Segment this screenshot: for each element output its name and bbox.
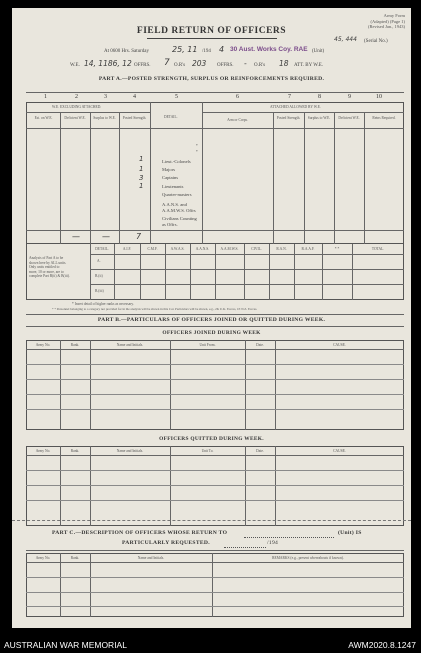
part-b-heading: PART B.—PARTICULARS OF OFFICERS JOINED OR QUITTED DURING WEEK. [97, 317, 326, 323]
hw-total: 7 [136, 232, 142, 241]
section-rule [26, 550, 404, 551]
analysis-divider [352, 244, 353, 300]
analysis-col: A.A.M.W.S. [220, 247, 239, 251]
joined-row-rule [26, 394, 404, 395]
analysis-rule [90, 254, 404, 255]
quitted-divider [90, 446, 91, 526]
col-number: 8 [318, 94, 321, 100]
ors-handwritten: 203 [192, 59, 207, 68]
analysis-divider [269, 244, 270, 300]
col-number: 5 [175, 94, 178, 100]
sub-header: Posted Strength. [276, 116, 301, 120]
analysis-col: TOTAL. [371, 247, 385, 251]
part-c-col: REMARKS (e.g., present whereabouts if known). [272, 556, 344, 560]
analysis-col: A.A.N.S. [195, 247, 210, 251]
form-title: FIELD RETURN OF OFFICERS [136, 26, 287, 36]
joined-header-rule [26, 349, 404, 350]
table-top-rule [26, 92, 404, 93]
col-divider [202, 102, 203, 244]
joined-col: Unit From. [199, 343, 216, 347]
analysis-col: A.I.F. [122, 247, 132, 251]
ors-label: O.R's [174, 63, 186, 68]
footer-credit: AUSTRALIAN WAR MEMORIAL [4, 640, 127, 650]
analysis-col: C.M.F. [147, 247, 158, 251]
quitted-divider [275, 446, 276, 526]
asterisk-mark: * [196, 150, 198, 154]
part-a-table [26, 102, 404, 244]
form-sheet [12, 8, 411, 628]
unit-stamp: 30 Aust. Works Coy. RAE [230, 46, 308, 53]
col-divider [334, 112, 335, 244]
joined-divider [60, 340, 61, 430]
form-ref-line: (Adapted) (Page 1) [370, 18, 405, 24]
quitted-col: Date. [256, 449, 264, 453]
offrs2-handwritten: - [244, 59, 247, 68]
unit-label: (Unit) [312, 49, 325, 54]
quitted-divider [170, 446, 171, 526]
analysis-note-line: more, 10 or more, are to [29, 269, 64, 274]
sub-header: Deficient W.E. [338, 116, 360, 120]
analysis-divider [190, 244, 191, 300]
form-ref-line: (Revised Jan., 1943) [368, 24, 405, 30]
analysis-row-label: B.(iii) [95, 289, 104, 293]
part-c-row-rule [26, 577, 404, 578]
we-label: W.E. [70, 63, 80, 68]
quitted-row-rule [26, 485, 404, 486]
part-c-requested: PARTICULARLY REQUESTED. [122, 540, 210, 546]
analysis-col: A.W.A.S. [170, 247, 185, 251]
sub-header: Reins Required. [372, 116, 396, 120]
ors2-handwritten: 18 [279, 59, 289, 68]
serial-label: (Serial No.) [364, 39, 388, 44]
at-hours-label: At 0600 Hrs. Saturday [104, 49, 149, 54]
offrs-label: OFFRS. [134, 63, 151, 68]
col-number: 3 [104, 94, 107, 100]
analysis-note [29, 256, 70, 279]
serial-handwritten: 45, 444 [334, 36, 357, 43]
analysis-divider [114, 244, 115, 300]
col-divider [364, 112, 365, 244]
hw-mark: 1 [139, 155, 144, 163]
quitted-divider [60, 446, 61, 526]
part-c-header-rule [26, 562, 404, 563]
analysis-col: R.A.A.F. [301, 247, 315, 251]
analysis-note-line: Analysis of Part A to be [29, 256, 64, 260]
analysis-row-label: B.(ii) [95, 274, 103, 278]
total-rule [26, 230, 404, 231]
analysis-row-label: A. [97, 259, 101, 263]
quitted-row-rule [26, 500, 404, 501]
header-rule [26, 128, 404, 129]
year-handwritten: 4 [219, 45, 225, 54]
part-c-divider [212, 553, 213, 617]
rank-label: A.A.M.W.S. Offrs [162, 207, 196, 213]
quitted-title: OFFICERS QUITTED DURING WEEK. [159, 436, 264, 442]
footer-accession: AWM2020.8.1247 [348, 640, 416, 650]
offrs-handwritten: 7 [164, 58, 170, 68]
col-divider [90, 112, 91, 244]
att-label: ATT. BY W.E. [294, 63, 324, 68]
col-number: 9 [348, 94, 351, 100]
header-rule [202, 112, 404, 113]
ors2-label: O.R's [254, 63, 266, 68]
sub-header: Surplus to W.E. [93, 116, 116, 120]
rank-label: Quarter-masters [162, 191, 192, 197]
quitted-col: Army No. [35, 449, 51, 453]
analysis-col: R.A.N. [276, 247, 287, 251]
quitted-header-rule [26, 455, 404, 456]
col-number: 1 [44, 94, 47, 100]
analysis-divider [322, 244, 323, 300]
analysis-divider [294, 244, 295, 300]
part-c-divider [60, 553, 61, 617]
joined-divider [275, 340, 276, 430]
quitted-table [26, 446, 404, 526]
col-divider [119, 112, 120, 244]
part-c-row-rule [26, 606, 404, 607]
col-divider [304, 112, 305, 244]
quitted-col: Unit To. [201, 449, 214, 453]
analysis-note-line: complete Part B(ii) & B(iii). [29, 274, 70, 279]
part-c-unit-label: (Unit) IS [338, 530, 362, 536]
hw-dash: — [72, 232, 80, 241]
part-a-heading: PART A.—POSTED STRENGTH, SURPLUS OR REINFORCEMENTS REQUIRED. [98, 76, 325, 82]
col-divider [150, 102, 151, 244]
col-divider [60, 112, 61, 244]
quitted-divider [245, 446, 246, 526]
joined-col: Date. [256, 343, 264, 347]
joined-divider [90, 340, 91, 430]
ranks-list [162, 158, 197, 227]
year-prefix: /194 [202, 49, 211, 54]
section-rule [26, 326, 404, 327]
analysis-divider [140, 244, 141, 300]
joined-row-rule [26, 364, 404, 365]
sub-header: Deficient W.E. [64, 116, 86, 120]
part-c-row-rule [26, 592, 404, 593]
header-rule [26, 112, 150, 113]
sub-header: Arm or Corps. [227, 118, 248, 122]
quitted-col: Name and Initials. [116, 449, 144, 453]
part-c-unit-blank [244, 537, 334, 538]
analysis-rule [90, 284, 404, 285]
col-number: 4 [133, 94, 136, 100]
rank-label: Majors [162, 167, 176, 173]
perforation-line [12, 520, 411, 521]
col-number: 7 [288, 94, 291, 100]
offrs2-label: OFFRS. [217, 63, 234, 68]
rank-label: Lieutenants [162, 183, 184, 189]
joined-table [26, 340, 404, 430]
analysis-divider [244, 244, 245, 300]
part-c-col: Army No. [35, 556, 51, 560]
note-line: * Insert detail of higher ranks as necessary. [72, 302, 134, 306]
joined-divider [245, 340, 246, 430]
attached-allowed-header: ATTACHED ALLOWED BY W.E. [270, 105, 321, 109]
part-c-col: Rank. [70, 556, 80, 560]
analysis-note-line: shown here by ALL units. [29, 260, 67, 265]
we-handwritten: 14, 1186, 12 [84, 59, 132, 68]
rank-label: Civilians Counting [162, 216, 197, 222]
analysis-divider [165, 244, 166, 300]
analysis-note-line: Only units entitled to [29, 265, 60, 270]
col-divider [273, 112, 274, 244]
date-handwritten: 25, 11 [172, 45, 198, 54]
part-c-col: Name and Initials. [137, 556, 165, 560]
analysis-col: * * [334, 247, 340, 251]
sub-header: Posted Strength. [122, 116, 147, 120]
asterisk-mark: * [196, 144, 198, 148]
sub-header: Surplus to W.E. [307, 116, 331, 120]
quitted-row-rule [26, 470, 404, 471]
joined-divider [170, 340, 171, 430]
rank-label: Captains [162, 175, 179, 181]
hw-mark: 1 [139, 182, 144, 190]
part-c-heading: PART C.—DESCRIPTION OF OFFICERS WHOSE RETURN TO [52, 530, 228, 536]
hw-mark: 1 [139, 165, 144, 173]
hw-mark: 3 [139, 174, 144, 182]
part-c-date-blank [224, 547, 266, 548]
part-c-divider [90, 553, 91, 617]
detail-header: DETAIL. [164, 115, 178, 119]
col-number: 6 [236, 94, 239, 100]
title-underline [147, 38, 277, 39]
analysis-col: DETAIL. [95, 247, 109, 251]
section-rule [26, 314, 404, 315]
joined-col: Rank. [70, 343, 80, 347]
rank-label: Lieut.-Colonels [162, 159, 191, 164]
analysis-col: CIVIL. [251, 247, 262, 251]
joined-row-rule [26, 409, 404, 410]
joined-row-rule [26, 379, 404, 380]
quitted-col: Rank. [70, 449, 80, 453]
note-line: * * Personnel belonging to a category not provided for in the analysis will be shown in this Col. Particulars will be shown, e.g., 2K U.K. Forces, 1E N.Z. Forces. [52, 307, 258, 311]
we-excluding-header: W.E. EXCLUDING ATTACHED. [52, 105, 102, 109]
form-ref-line: Army Form [383, 13, 405, 18]
analysis-divider [90, 244, 91, 300]
rank-label: as Offrs. [162, 221, 178, 227]
analysis-rule [90, 269, 404, 270]
joined-col: Army No. [35, 343, 51, 347]
col-number: 2 [75, 94, 78, 100]
joined-title: OFFICERS JOINED DURING WEEK [162, 330, 261, 336]
joined-col: Name and Initials. [116, 343, 144, 347]
quitted-col: CAUSE. [333, 449, 346, 453]
analysis-divider [215, 244, 216, 300]
rank-label: A.A.N.S. and [162, 202, 187, 208]
part-c-date: /194 [267, 540, 279, 546]
col-number: 10 [376, 94, 382, 100]
joined-col: CAUSE. [333, 343, 346, 347]
sub-header: Est. on W.E. [34, 116, 53, 120]
hw-dash: — [102, 232, 110, 241]
